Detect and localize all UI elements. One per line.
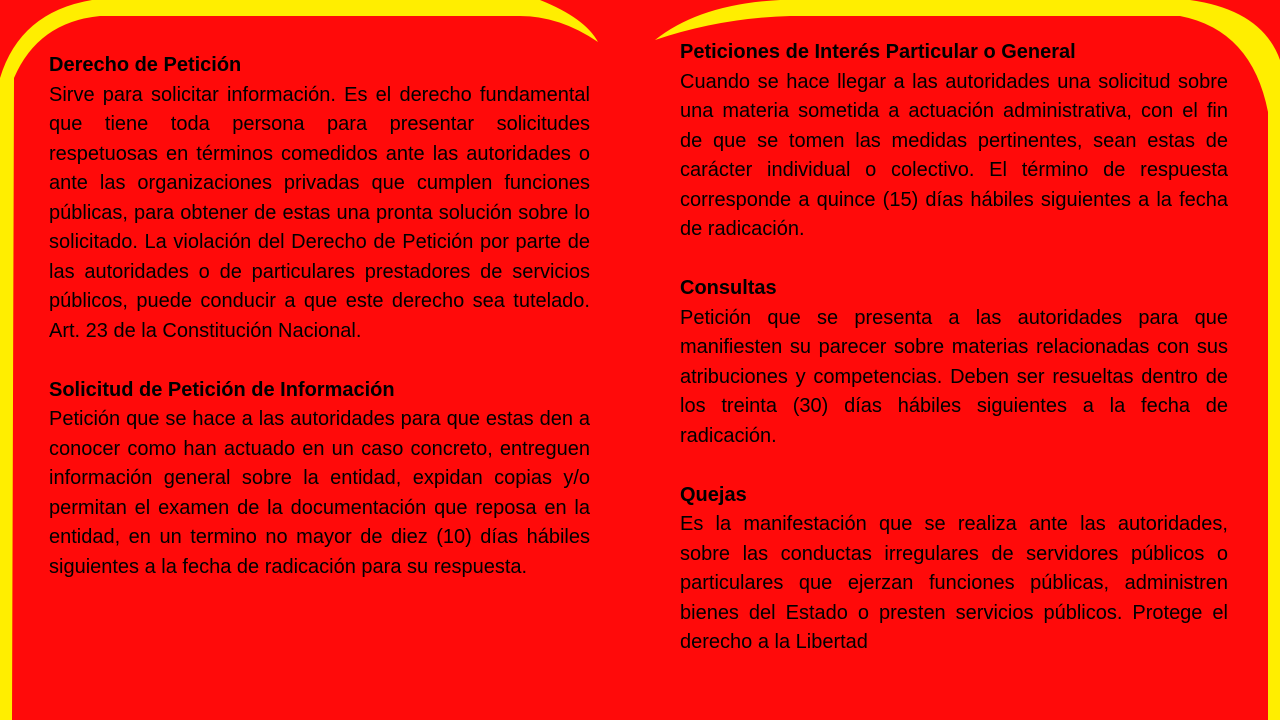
section-heading: Consultas (680, 277, 777, 299)
section-peticiones-interes (680, 38, 1228, 245)
section-solicitud-informacion (49, 376, 590, 583)
section-body: Petición que se presenta a las autoridades para que manifiesten su parecer sobre materias relacionadas con sus atribuciones y competencias. Deben ser resueltas dentro de los treinta (30) días hábiles siguientes a la fecha de radicación. (680, 306, 1228, 447)
section-body: Es la manifestación que se realiza ante las autoridades, sobre las conductas irregulares de servidores públicos o particulares que ejerzan funciones públicas, administren bienes del Estado o presten servicios públicos. Protege el derecho a la Libertad (680, 513, 1228, 653)
section-consultas (680, 274, 1228, 451)
section-body: Cuando se hace llegar a las autoridades una solicitud sobre una materia sometida a actuación administrativa, con el fin de que se tomen las medidas pertinentes, sean estas de carácter individual o colectivo. El término de respuesta corresponde a quince (15) días hábiles siguientes a la fecha de radicación. (680, 70, 1228, 240)
section-quejas (680, 481, 1228, 658)
section-heading: Derecho de Petición (49, 54, 242, 76)
section-body: Sirve para solicitar información. Es el derecho fundamental que tiene toda persona para presentar solicitudes respetuosas en términos comedidos ante las autoridades o ante las organizaciones privadas que cumplen funciones públicas, para obtener de estas una pronta solución sobre lo solicitado. La violación del Derecho de Petición por parte de las autoridades o de particulares prestadores de servicios públicos, puede conducir a que este derecho sea tutelado. Art. 23 de la Constitución Nacional. (49, 83, 590, 342)
section-heading: Quejas (680, 483, 747, 506)
section-heading: Peticiones de Interés Particular o General (680, 41, 1076, 63)
right-column (680, 38, 1228, 658)
section-heading: Solicitud de Petición de Información (49, 378, 395, 401)
section-body: Petición que se hace a las autoridades para que estas den a conocer como han actuado en un caso concreto, entreguen información general sobre la entidad, expidan copias y/o permitan el examen de la documentación que reposa en la entidad, en un termino no mayor de diez (10) días hábiles siguientes a la fecha de radicación para su respuesta. (49, 408, 590, 578)
left-column (49, 51, 590, 582)
section-derecho-de-peticion (49, 51, 590, 346)
